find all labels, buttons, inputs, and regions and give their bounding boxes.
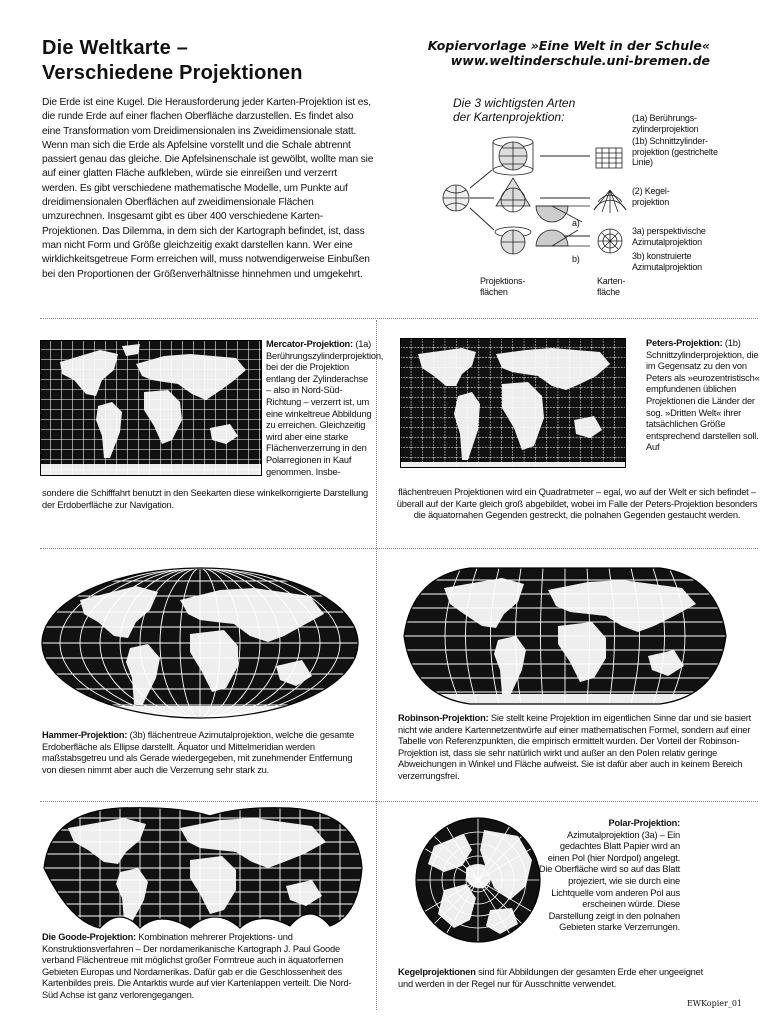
label-3a: 3a) perspektivische Azimutalprojektion [632, 226, 706, 247]
robinson-description [398, 713, 762, 783]
divider [40, 318, 758, 319]
cylindric-grid-icon [596, 148, 622, 168]
kegel-description [398, 967, 720, 990]
goode-text: Kombination mehrerer Projektions- und Konstruktionsverfahren – Der nordamerikanische Kartograph J. Paul Goode verband Flächentreue mit möglichst großer Formtreue auch in äquatorfernen Gebieten Europas und Nordamerikas. Dafür gab er die Geschlossenheit des Kartenbildes preis. Die Antarktis wurde auf vier Kartenlappen verteilt. Die Nord-Süd Achse ist ganz verlorengegangen. [42, 932, 352, 1000]
kegel-title: Kegelprojektionen [398, 967, 476, 977]
peters-text-side: (1b) Schnittzylinderprojektion, die im Gegensatz zu den von Peters als »eurozentristisch« empfundenen üblichen Projektionen die Länder der sog. »Dritten Welt« ihrer tatsächlichen Größe entsprechend darstellen soll. Auf [646, 338, 760, 453]
hammer-map [40, 566, 360, 720]
polar-text: Azimutalprojektion (3a) – Ein gedachtes Blatt Papier wird an einen Pol (hier Nordpol) angelegt. Die Oberfläche wird so auf das Blatt projeziert, wie sie durch eine Lichtquelle vom anderen Pol aus erscheinen würde. Diese Darstellung zeigt in den polnahen Gebieten starke Verzerrungen. [538, 829, 680, 933]
peters-description [646, 338, 762, 454]
divider [40, 801, 758, 802]
label-map-surface: Karten-fläche [597, 276, 626, 297]
mercator-description [266, 339, 384, 478]
azimuthal-radial-icon [598, 229, 622, 253]
plane-projection-icon [495, 227, 531, 254]
diagram-title-line-1: Die 3 wichtigsten Arten [453, 96, 576, 110]
label-3b: 3b) konstruierte Azimutalprojektion [632, 251, 702, 272]
label-1b: (1b) Schnittzylinder-projektion (gestrichelte Linie) [632, 136, 718, 168]
label-projection-surfaces: Projektions-flächen [480, 276, 526, 297]
goode-map [40, 806, 366, 930]
mercator-title: Mercator-Projektion: [266, 339, 353, 349]
goode-description [42, 932, 360, 1002]
cone-projection-icon [496, 178, 530, 212]
hammer-text: (3b) flächentreue Azimutalprojektion, welche die gesamte Erdoberfläche als Ellipse darstellt. Äquator und Mittelmeridian werden maßstabsgetreu und als Gerade wiedergegeben, mit zunehmender Entfernung von diesen nimmt aber auch die Verzerrung sehr stark zu. [42, 730, 355, 775]
intro-paragraph: Die Erde ist eine Kugel. Die Herausforderung jeder Karten-Projektion ist es, die runde Erde auf einer flachen Oberfläche darzustellen. Es findet also eine Transformation vom Dreidimensionalen ins Zweidimensionale statt. Wenn man sich die Erde als Apfelsine vorstellt und die Schale abtrennt passiert genau das gleiche. Die Apfelsinenschale ist gewölbt, wollte man sie auf einer glatten Fläche aufkleben, würde sie einreißen und verzerrt werden. Es gibt verschiedene mathematische Modelle, um Punkte auf dreidimensionalen Oberflächen auf zweidimensionale Flächen umzurechnen. Insgesamt gibt es über 400 verschiedene Karten-Projektionen. Das Dilemma, in dem sich der Kartograph befindet, ist, dass man nicht Form und Größe gleichzeitig exakt darstellen kann. Wer eine wirklichkeitsgetreue Form erreichen will, muss notwendigerweise Einbußen bei den Proportionen der Größenverhältnisse hinnehmen und umgekehrt. [42, 97, 374, 280]
copy-template-header [428, 38, 710, 68]
peters-title: Peters-Projektion: [646, 338, 723, 348]
divider [40, 548, 758, 549]
polar-description [536, 818, 680, 934]
conic-fan-icon [594, 190, 626, 213]
robinson-map [400, 566, 730, 706]
title-line-1: Die Weltkarte – [42, 37, 189, 59]
title-line-2: Verschiedene Projektionen [42, 62, 303, 84]
hammer-description [42, 730, 358, 776]
cylinder-projection-icon [493, 137, 533, 175]
robinson-text: Sie stellt keine Projektion im eigentlichen Sinne dar und sie basiert nicht wie andere Kartennetzentwürfe auf einer mathematischen Formel, sondern auf einer Tabelle von Referenzpunkten, die empirisch ermittelt wurden. Der Vorteil der Robinson-Projektion ist, dass sie sehr natürlich wirkt und außer an den Polen relativ geringe Abweichungen in Winkel und Fläche aufweist. Sie ist dafür aber auch in keinem Bereich verzerrungsfrei. [398, 713, 752, 781]
peters-text-bottom: flächentreuen Projektionen wird ein Quadratmeter – egal, wo auf der Welt er sich befindet – überall auf der Karte gleich groß abgebildet, wobei im Falle der Peters-Projektion besonders die äquatornahen Gegenden gestreckt, die polnahen Gegenden gestaucht werden. [396, 487, 758, 521]
peters-map [400, 338, 626, 468]
kegel-text: sind für Abbildungen der gesamten Erde eher ungeeignet und werden in der Regel nur für Ausschnitte verwendet. [398, 967, 703, 989]
azimuthal-ab-icon [536, 206, 590, 246]
label-2: (2) Kegel-projektion [632, 186, 670, 207]
mercator-text-bottom: sondere die Schifffahrt benutzt in den Seekarten diese winkelkorrigierte Darstellung der Erdoberfläche zur Navigation. [42, 488, 369, 510]
polar-title: Polar-Projektion: [608, 818, 680, 828]
globe-icon [443, 185, 469, 211]
page-title [42, 36, 303, 86]
label-1a: (1a) Berührungs-zylinderprojektion [632, 113, 699, 134]
mercator-text-side: (1a) Berührungszylinderprojektion, bei der die Projektion entlang der Zylinderachse – also in Nord-Süd-Richtung – verzerrt ist, um eine winkeltreue Abbildung zu erreichen. Gleichzeitig wird aber eine starke Flächenverzerrung in den Polarregionen in Kauf genommen. Insbe- [266, 339, 384, 477]
diagram-title [453, 96, 575, 124]
hammer-title: Hammer-Projektion: [42, 730, 128, 740]
goode-title: Die Goode-Projektion: [42, 932, 136, 942]
kopiervorlage-label: Kopiervorlage »Eine Welt in der Schule« [427, 38, 710, 53]
robinson-title: Robinson-Projektion: [398, 713, 489, 723]
label-a: a) [572, 218, 580, 228]
website-url: www.weltinderschule.uni-bremen.de [450, 53, 710, 68]
mercator-map [40, 340, 262, 476]
column-divider [376, 320, 377, 1010]
projection-types-diagram [440, 126, 640, 286]
diagram-title-line-2: der Kartenprojektion: [453, 110, 565, 124]
label-b: b) [572, 254, 580, 264]
polar-map [414, 816, 542, 944]
footer-code: EWKopier_01 [686, 999, 742, 1008]
